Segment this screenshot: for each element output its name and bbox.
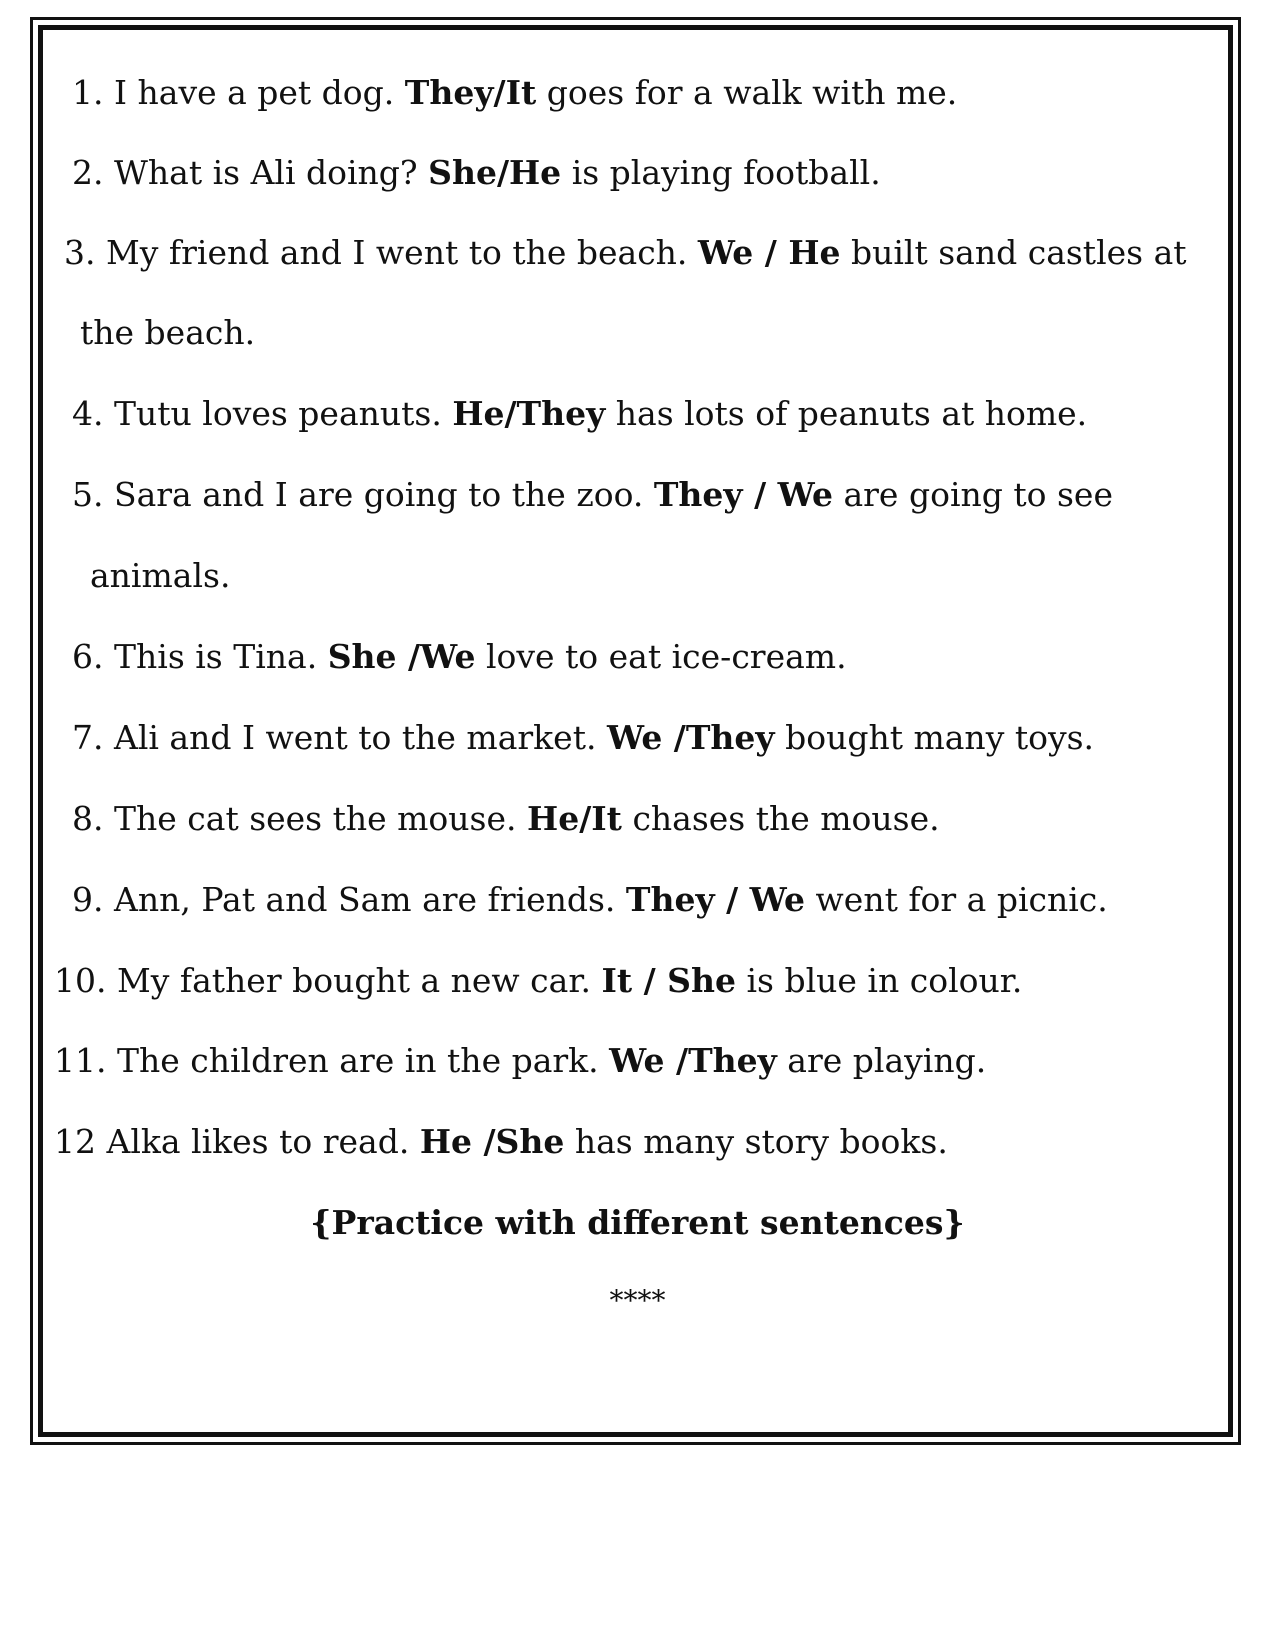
sentence-text: Alka likes to read. xyxy=(106,1122,410,1161)
sentence-number: 5. xyxy=(72,475,104,514)
sentence-text: chases the mouse. xyxy=(632,799,940,838)
sentence-number: 6. xyxy=(72,637,104,676)
sentence-text: Ann, Pat and Sam are friends. xyxy=(114,880,616,919)
sentence-text: The children are in the park. xyxy=(116,1041,599,1080)
sentence-text: went for a picnic. xyxy=(815,880,1108,919)
sentence-3-continuation: the beach. xyxy=(80,313,256,352)
sentence-9 xyxy=(72,880,1108,920)
sentence-text: My friend and I went to the beach. xyxy=(106,233,688,272)
sentence-number: 1. xyxy=(72,73,104,112)
sentence-12 xyxy=(54,1122,948,1162)
sentence-text: What is Ali doing? xyxy=(114,153,418,192)
sentence-4 xyxy=(72,394,1087,434)
sentence-text: My father bought a new car. xyxy=(116,961,591,1000)
sentence-number: 3. xyxy=(64,233,96,272)
sentence-number: 10. xyxy=(54,961,107,1000)
sentence-text: are going to see xyxy=(843,475,1113,514)
sentence-text: built sand castles at xyxy=(851,233,1187,272)
pronoun-choice: She/He xyxy=(428,153,562,192)
end-mark: **** xyxy=(609,1284,666,1317)
pronoun-choice: He/They xyxy=(452,394,606,433)
sentence-6 xyxy=(72,637,847,677)
sentence-number: 8. xyxy=(72,799,104,838)
sentence-5-continuation: animals. xyxy=(90,556,231,595)
pronoun-choice: He/It xyxy=(527,799,622,838)
sentence-text: This is Tina. xyxy=(114,637,318,676)
sentence-7 xyxy=(72,718,1094,758)
sentence-text: is playing football. xyxy=(571,153,881,192)
sentence-5 xyxy=(72,475,1113,515)
sentence-text: I have a pet dog. xyxy=(114,73,395,112)
sentence-number: 7. xyxy=(72,718,104,757)
pronoun-choice: We / He xyxy=(697,233,841,272)
sentence-11 xyxy=(54,1041,986,1081)
sentence-8 xyxy=(72,799,940,839)
sentence-number: 9. xyxy=(72,880,104,919)
sentence-text: has lots of peanuts at home. xyxy=(615,394,1088,433)
pronoun-choice: It / She xyxy=(601,961,736,1000)
sentence-text: bought many toys. xyxy=(785,718,1095,757)
practice-note: {Practice with different sentences} xyxy=(310,1203,965,1242)
pronoun-choice: We /They xyxy=(606,718,775,757)
sentence-text: love to eat ice-cream. xyxy=(485,637,847,676)
sentence-text: are playing. xyxy=(787,1041,987,1080)
sentence-3 xyxy=(64,233,1187,273)
sentence-1 xyxy=(72,73,957,113)
sentence-text: Ali and I went to the market. xyxy=(114,718,597,757)
sentence-number: 11. xyxy=(54,1041,107,1080)
sentence-number: 4. xyxy=(72,394,104,433)
sentence-text: is blue in colour. xyxy=(746,961,1023,1000)
sentence-text: Tutu loves peanuts. xyxy=(114,394,442,433)
sentence-10 xyxy=(54,961,1022,1001)
sentence-text: goes for a walk with me. xyxy=(546,73,958,112)
pronoun-choice: They/It xyxy=(404,73,537,112)
sentence-number: 12 xyxy=(54,1122,96,1161)
pronoun-choice: He /She xyxy=(419,1122,565,1161)
sentence-2 xyxy=(72,153,881,193)
sentence-text: has many story books. xyxy=(574,1122,948,1161)
sentence-number: 2. xyxy=(72,153,104,192)
sentence-text: The cat sees the mouse. xyxy=(114,799,517,838)
sentence-text: Sara and I are going to the zoo. xyxy=(114,475,644,514)
pronoun-choice: They / We xyxy=(625,880,806,919)
pronoun-choice: She /We xyxy=(327,637,476,676)
pronoun-choice: They / We xyxy=(653,475,833,514)
pronoun-choice: We /They xyxy=(609,1041,777,1080)
